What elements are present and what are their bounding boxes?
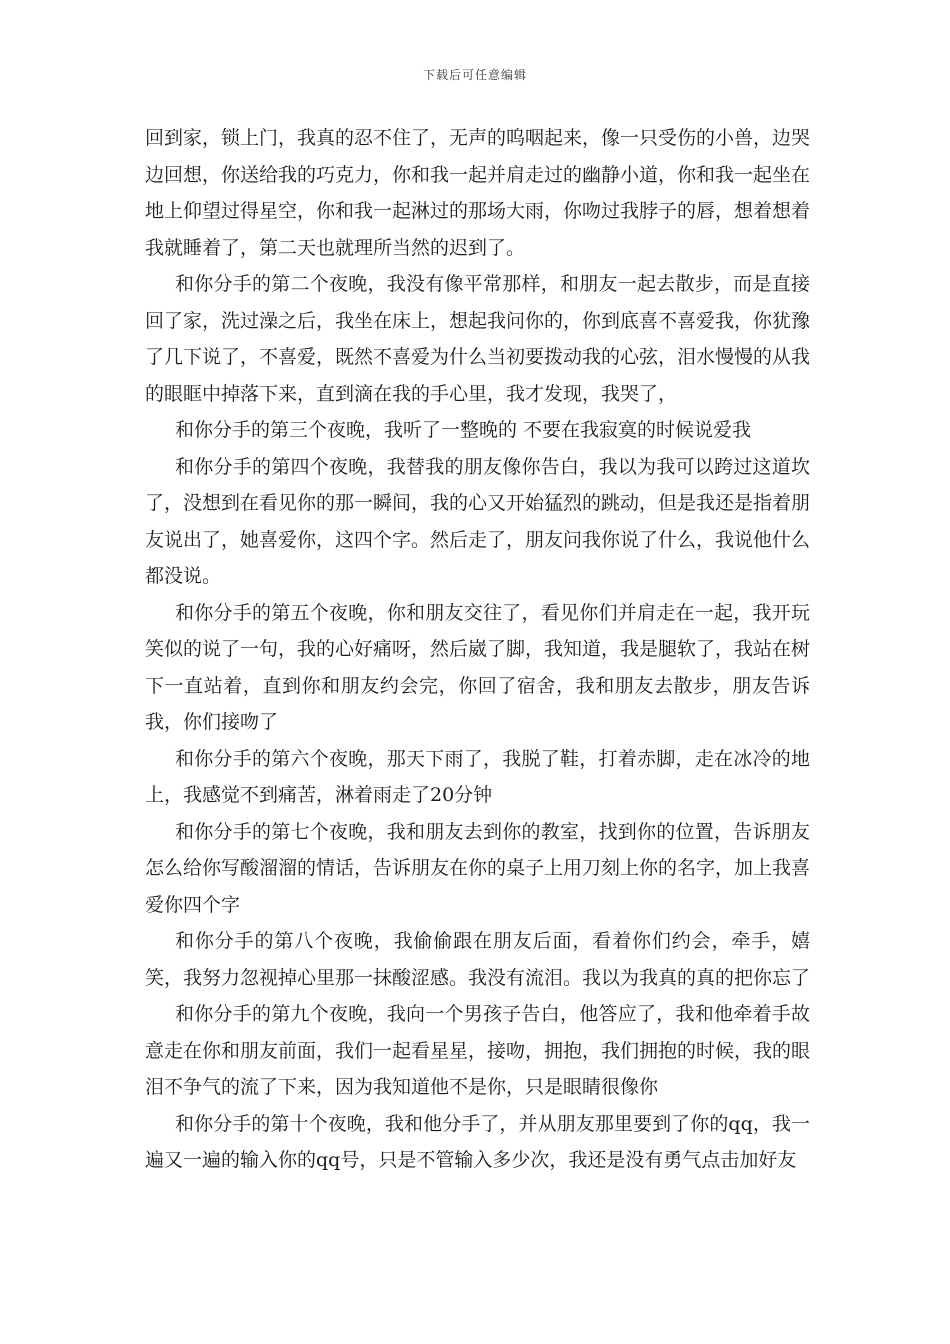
paragraph-3: 和你分手的第三个夜晚，我听了一整晚的 不要在我寂寞的时候说爱我 — [175, 419, 752, 441]
paragraph-6: 和你分手的第六个夜晚，那天下雨了，我脱了鞋，打着赤脚，走在冰冷的地上，我感觉不到痛苦，淋着雨走了20分钟 — [145, 747, 810, 806]
paragraph-5: 和你分手的第五个夜晚，你和朋友交往了，看见你们并肩走在一起，我开玩笑似的说了一句，我的心好痛呀，然后崴了脚，我知道，我是腿软了，我站在树下一直站着，直到你和朋友约会完，你回了宿舍，我和朋友去散步，朋友告诉我，你们接吻了 — [145, 601, 811, 733]
paragraph-9: 和你分手的第九个夜晚，我向一个男孩子告白，他答应了，我和他牵着手故意走在你和朋友前面，我们一起看星星，接吻，拥抱，我们拥抱的时候，我的眼泪不争气的流了下来，因为我知道他不是你，只是眼睛很像你 — [145, 1003, 811, 1098]
paragraph-4: 和你分手的第四个夜晚，我替我的朋友像你告白，我以为我可以跨过这道坎了，没想到在看见你的那一瞬间，我的心又开始猛烈的跳动，但是我还是指着朋友说出了，她喜爱你，这四个字。然后走了，朋友问我你说了什么，我说他什么都没说。 — [145, 455, 811, 587]
paragraph-7: 和你分手的第七个夜晚，我和朋友去到你的教室，找到你的位置，告诉朋友怎么给你写酸溜溜的情话，告诉朋友在你的桌子上用刀刻上你的名字，加上我喜爱你四个字 — [145, 820, 811, 916]
page-header: 下载后可任意编辑 — [422, 68, 527, 82]
paragraph-1: 回到家，锁上门，我真的忍不住了，无声的呜咽起来，像一只受伤的小兽，边哭边回想，你送给我的巧克力，你和我一起并肩走过的幽静小道，你和我一起坐在地上仰望过得星空，你和我一起淋过的那场大雨，你吻过我脖子的唇，想着想着我就睡着了，第二天也就理所当然的迟到了。 — [145, 127, 811, 259]
paragraph-2: 和你分手的第二个夜晚，我没有像平常那样，和朋友一起去散步，而是直接回了家，洗过澡之后，我坐在床上，想起我问你的，你到底喜不喜爱我，你犹豫了几下说了，不喜爱，既然不喜爱为什么当初要拨动我的心弦，泪水慢慢的从我的眼眶中掉落下来，直到滴在我的手心里，我才发现，我哭了， — [145, 273, 811, 405]
document-body — [145, 120, 810, 1179]
paragraph-8: 和你分手的第八个夜晚，我偷偷跟在朋友后面，看着你们约会，牵手，嬉笑，我努力忽视掉心里那一抹酸涩感。我没有流泪。我以为我真的真的把你忘了 — [145, 930, 811, 989]
paragraph-10: 和你分手的第十个夜晚，我和他分手了，并从朋友那里要到了你的qq，我一遍又一遍的输入你的qq号，只是不管输入多少次，我还是没有勇气点击加好友 — [145, 1112, 810, 1171]
